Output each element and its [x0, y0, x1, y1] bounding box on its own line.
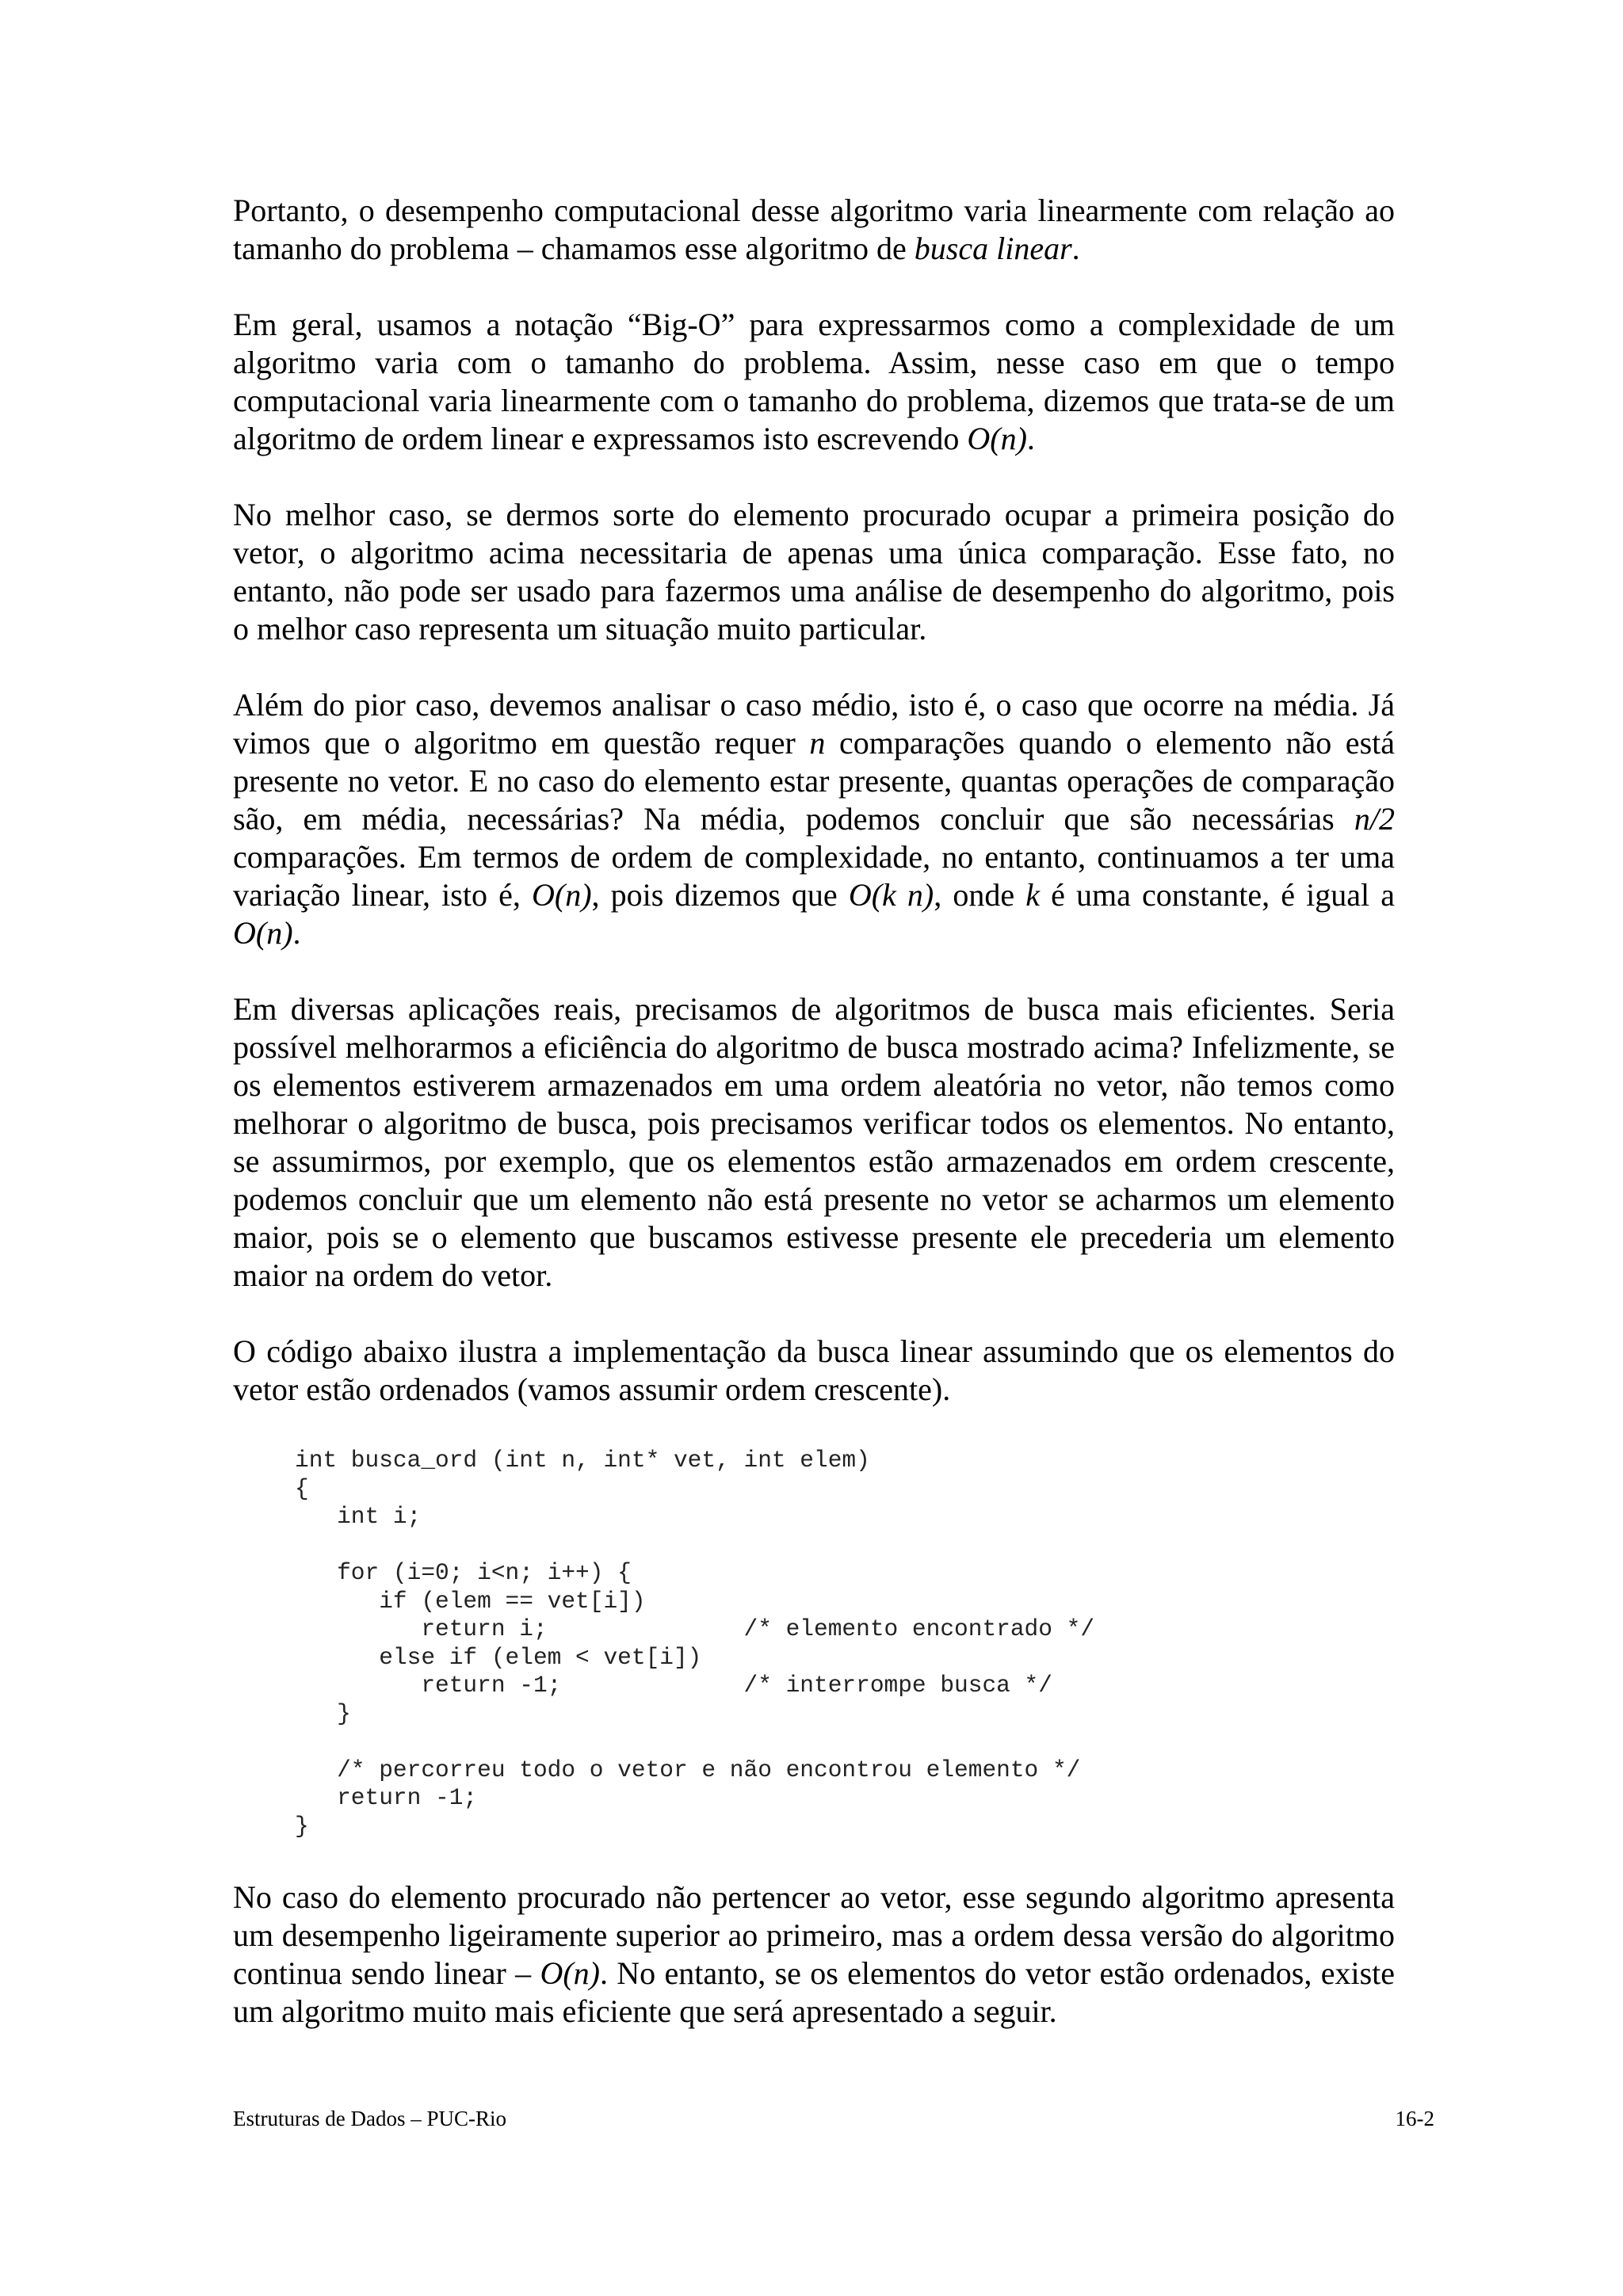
text-run: O código abaixo ilustra a implementação da busca linear assumindo que os elementos do vetor estão ordenados (vamos assumir ordem crescente).	[233, 1333, 1395, 1407]
text-run: Portanto, o desempenho computacional desse algoritmo varia linearmente com relação ao tamanho do problema – chamamos esse algoritmo de	[233, 193, 1395, 266]
text-run: Além do pior caso, devemos analisar o caso médio, isto é, o caso que ocorre na média. Já vimos que o algoritmo em questão requer	[233, 687, 1395, 761]
italic-term: O(n)	[233, 915, 293, 951]
paragraph-p7	[233, 1878, 1395, 2031]
text-run: , onde	[934, 877, 1026, 913]
paragraph-p2	[233, 306, 1395, 458]
text-run: .	[1026, 421, 1035, 456]
italic-term: n/2	[1354, 801, 1395, 837]
text-run: . No entanto, se os elementos do vetor estão ordenados, existe um algoritmo muito mais eficiente que será apresentado a seguir.	[233, 1955, 1396, 2029]
italic-term: O(k n)	[848, 877, 934, 913]
text-run: é uma constante, é igual a	[1040, 877, 1396, 913]
text-run: , pois dizemos que	[591, 877, 849, 913]
text-run: Em diversas aplicações reais, precisamos de algoritmos de busca mais eficientes. Seria possível melhorarmos a eficiência do algoritmo de busca mostrado acima? Infelizmente, se os elementos estiverem armazenados em uma ordem aleatória no vetor, não temos como melhorar o algoritmo de busca, pois precisamos verificar todos os elementos. No entanto, se assumirmos, por exemplo, que os elementos estão armazenados em ordem crescente, podemos concluir que um elemento não está presente no vetor se acharmos um elemento maior, pois se o elemento que buscamos estivesse presente ele precederia um elemento maior na ordem do vetor.	[233, 991, 1395, 1293]
text-run: .	[1071, 231, 1080, 266]
paragraph-p5	[233, 990, 1395, 1295]
paragraphs-container	[233, 192, 1395, 1409]
code-block: int busca_ord (int n, int* vet, int elem) { int i; for (i=0; i<n; i++) { if (elem == vet[i]) return i; /* elemento encontrado */ else if (elem < vet[i]) return -1; /* interrompe busca */ } /* percorreu todo o vetor e não encontrou elemento */ return -1; }	[295, 1447, 1095, 1840]
footer-source: Estruturas de Dados – PUC-Rio	[233, 2107, 506, 2130]
italic-term: O(n)	[540, 1955, 600, 1991]
text-run: Em geral, usamos a notação “Big-O” para expressarmos como a complexidade de um algoritmo varia com o tamanho do problema. Assim, nesse caso em que o tempo computacional varia linearmente com o tamanho do problema, dizemos que trata-se de um algoritmo de ordem linear e expressamos isto escrevendo	[233, 307, 1395, 456]
paragraph-p4	[233, 686, 1395, 952]
italic-term: k	[1025, 877, 1041, 913]
page-number: 16-2	[1395, 2107, 1434, 2130]
italic-term: O(n)	[967, 421, 1027, 456]
text-run: comparações quando o elemento não está presente no vetor. E no caso do elemento estar presente, quantas operações de comparação são, em média, necessárias? Na média, podemos concluir que são necessárias	[233, 725, 1395, 837]
text-run: .	[292, 915, 301, 951]
closing-container	[233, 1878, 1395, 2031]
document-body	[233, 192, 1395, 2069]
paragraph-p1	[233, 192, 1395, 268]
italic-term: O(n)	[532, 877, 592, 913]
italic-term: busca linear	[914, 231, 1072, 266]
paragraph-p3	[233, 496, 1395, 648]
text-run: No melhor caso, se dermos sorte do elemento procurado ocupar a primeira posição do vetor, o algoritmo acima necessitaria de apenas uma única comparação. Esse fato, no entanto, não pode ser usado para fazermos uma análise de desempenho do algoritmo, pois o melhor caso representa um situação muito particular.	[233, 497, 1395, 646]
italic-term: n	[809, 725, 826, 761]
paragraph-p6	[233, 1333, 1395, 1409]
text-run: comparações. Em termos de ordem de complexidade, no entanto, continuamos a ter uma variação linear, isto é,	[233, 839, 1395, 913]
text-run: No caso do elemento procurado não pertencer ao vetor, esse segundo algoritmo apresenta um desempenho ligeiramente superior ao primeiro, mas a ordem dessa versão do algoritmo continua sendo linear –	[233, 1879, 1395, 1991]
